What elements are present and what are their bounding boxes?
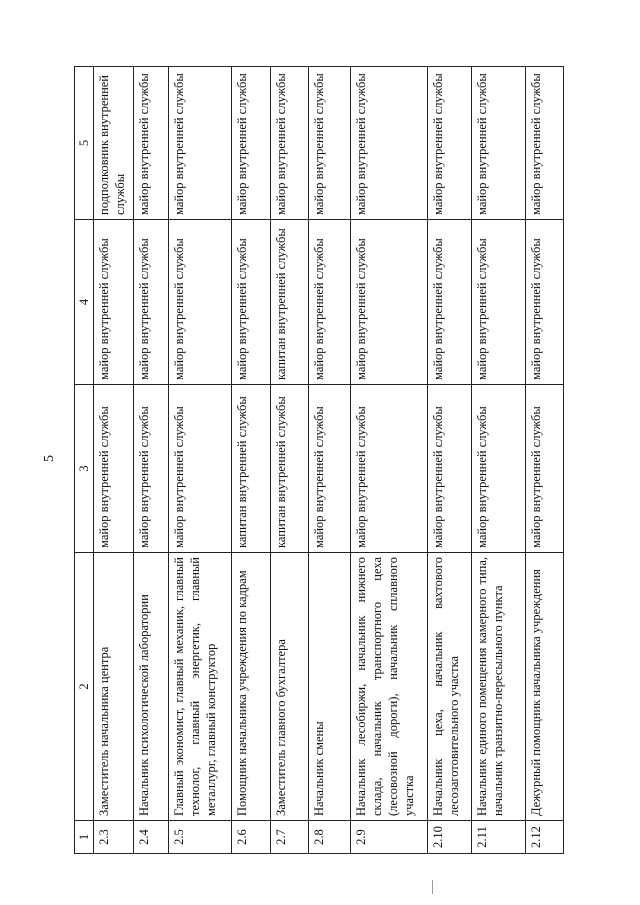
rank-cell: майор внутренней службы xyxy=(526,67,564,220)
row-number: 2.5 xyxy=(169,821,232,854)
rank-cell: майор внутренней службы xyxy=(309,67,351,220)
rank-cell: майор внутренней службы xyxy=(134,220,169,385)
rank-cell: майор внутренней службы xyxy=(472,220,526,385)
rank-cell: майор внутренней службы xyxy=(428,67,472,220)
rank-cell: майор внутренней службы xyxy=(428,220,472,385)
rank-cell: майор внутренней службы xyxy=(271,67,309,220)
table-row xyxy=(309,67,351,854)
position-title: Главный экономист, главный механик, главный технолог, главный энергетик, главный металлург, главный конструктор xyxy=(169,553,232,821)
row-number: 2.11 xyxy=(472,821,526,854)
table-row xyxy=(271,67,309,854)
row-number: 2.6 xyxy=(232,821,271,854)
column-header: 1 xyxy=(75,821,94,854)
table-row xyxy=(428,67,472,854)
row-number: 2.12 xyxy=(526,821,564,854)
rank-cell: майор внутренней службы xyxy=(169,67,232,220)
table-row xyxy=(351,67,428,854)
rank-cell: капитан внутренней службы xyxy=(271,220,309,385)
rank-cell: майор внутренней службы xyxy=(169,220,232,385)
position-title: Начальник лесобиржи, начальник нижнего склада, начальник транспортного цеха (лесовозной дороги), начальник сплавного участка xyxy=(351,553,428,821)
rank-cell: майор внутренней службы xyxy=(232,220,271,385)
rank-cell: майор внутренней службы xyxy=(94,220,134,385)
rank-cell: майор внутренней службы xyxy=(351,220,428,385)
page-number: 5 xyxy=(42,455,57,462)
rank-cell: майор внутренней службы xyxy=(351,67,428,220)
rank-cell: майор внутренней службы xyxy=(472,67,526,220)
rank-cell: майор внутренней службы xyxy=(428,385,472,553)
rank-cell: капитан внутренней службы xyxy=(271,385,309,553)
rank-cell: майор внутренней службы xyxy=(134,67,169,220)
table-row xyxy=(94,67,134,854)
position-title: Дежурный помощник начальника учреждения xyxy=(526,553,564,821)
rank-cell: подполковник внутренней службы xyxy=(94,67,134,220)
row-number: 2.8 xyxy=(309,821,351,854)
rank-cell: майор внутренней службы xyxy=(472,385,526,553)
rank-table xyxy=(74,66,564,854)
table-header-row xyxy=(75,67,94,854)
position-title: Помощник начальника учреждения по кадрам xyxy=(232,553,271,821)
column-header: 4 xyxy=(75,220,94,385)
column-header: 2 xyxy=(75,553,94,821)
row-number: 2.7 xyxy=(271,821,309,854)
rank-cell: майор внутренней службы xyxy=(351,385,428,553)
rank-cell: майор внутренней службы xyxy=(134,385,169,553)
row-number: 2.4 xyxy=(134,821,169,854)
position-title: Начальник единого помещения камерного типа, начальник транзитно-пересыльного пункта xyxy=(472,553,526,821)
table-row xyxy=(134,67,169,854)
row-number: 2.9 xyxy=(351,821,428,854)
scan-artifact-line xyxy=(432,880,433,894)
row-number: 2.3 xyxy=(94,821,134,854)
position-title: Начальник психологической лаборатории xyxy=(134,553,169,821)
table-row xyxy=(169,67,232,854)
rank-cell: майор внутренней службы xyxy=(309,220,351,385)
rank-cell: майор внутренней службы xyxy=(526,385,564,553)
column-header: 5 xyxy=(75,67,94,220)
rank-cell: майор внутренней службы xyxy=(309,385,351,553)
rank-cell: майор внутренней службы xyxy=(526,220,564,385)
rank-cell: майор внутренней службы xyxy=(232,67,271,220)
table-row xyxy=(232,67,271,854)
table-row xyxy=(526,67,564,854)
position-title: Заместитель главного бухгалтера xyxy=(271,553,309,821)
rank-cell: майор внутренней службы xyxy=(94,385,134,553)
rank-cell: капитан внутренней службы xyxy=(232,385,271,553)
position-title: Начальник смены xyxy=(309,553,351,821)
column-header: 3 xyxy=(75,385,94,553)
rank-cell: майор внутренней службы xyxy=(169,385,232,553)
position-title: Начальник цеха, начальник вахтового лесозаготовительного участка xyxy=(428,553,472,821)
row-number: 2.10 xyxy=(428,821,472,854)
table-row xyxy=(472,67,526,854)
position-title: Заместитель начальника центра xyxy=(94,553,134,821)
